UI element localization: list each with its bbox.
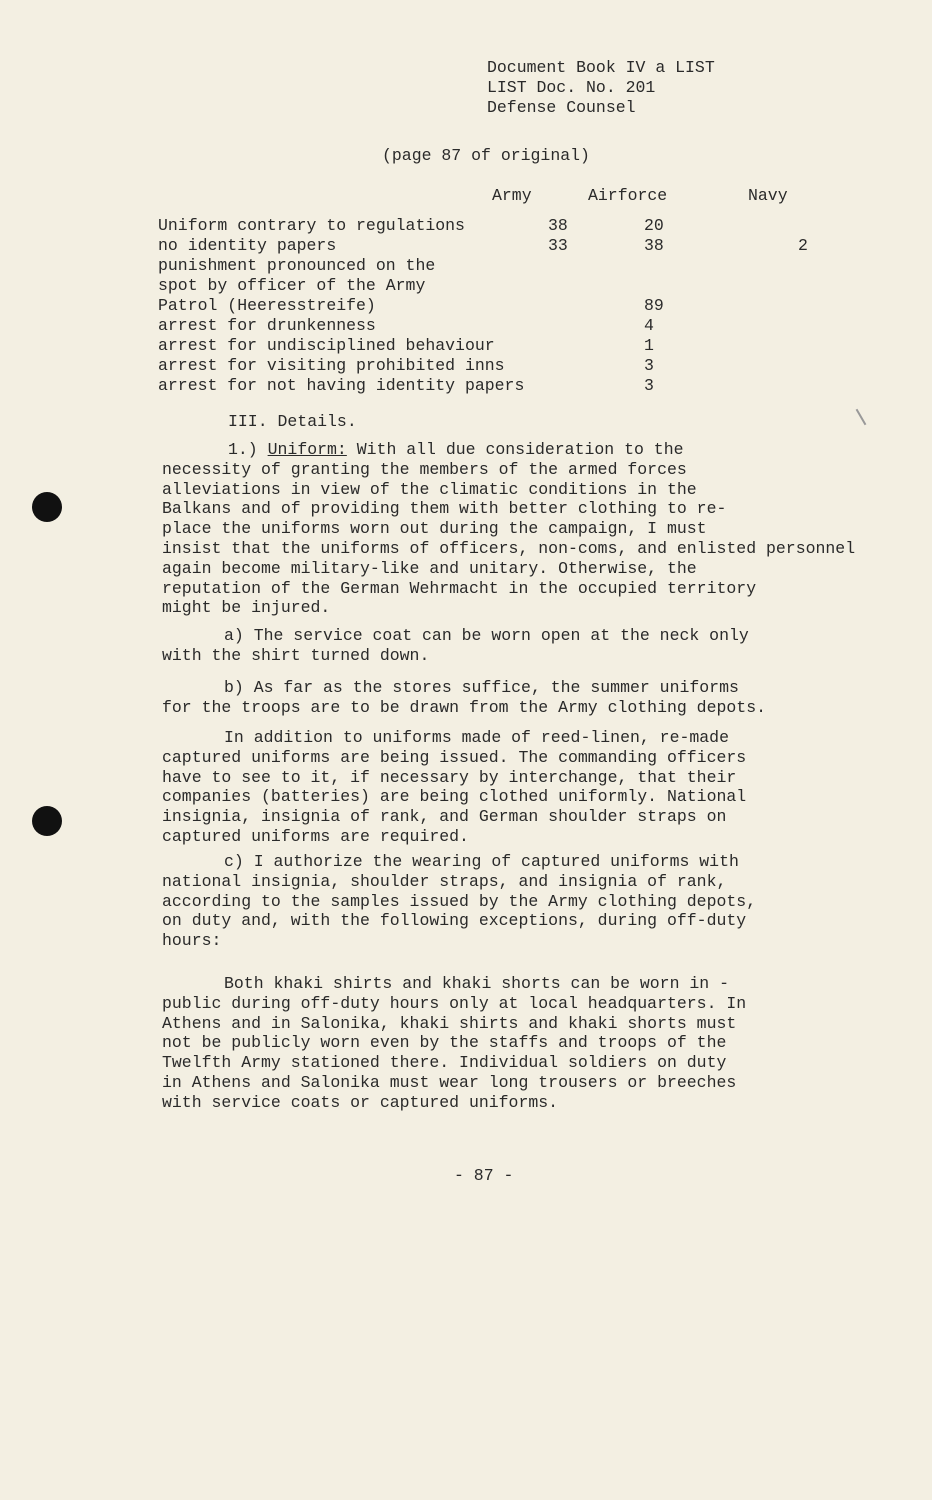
- paragraph-khaki: [162, 974, 884, 1113]
- cell-airforce: 4: [644, 316, 654, 335]
- text-line: insignia, insignia of rank, and German shoulder straps on: [162, 807, 727, 827]
- text-line: with service coats or captured uniforms.: [162, 1092, 559, 1112]
- stray-mark: [856, 409, 867, 426]
- header-line: Defense Counsel: [487, 98, 636, 117]
- cell-navy: 2: [798, 236, 808, 255]
- text-line: not be publicly worn even by the staffs and troops of the: [162, 1033, 727, 1053]
- paragraph-number: 1.): [228, 440, 258, 459]
- paragraph-b: [162, 678, 884, 718]
- text-line: captured uniforms are being issued. The commanding officers: [162, 747, 747, 767]
- cell-airforce: 38: [644, 236, 664, 255]
- punch-hole: [32, 806, 62, 836]
- text-line: hours:: [162, 931, 222, 951]
- cell-airforce: 3: [644, 376, 654, 395]
- row-label: arrest for undisciplined behaviour: [158, 336, 495, 355]
- text-line: alleviations in view of the climatic conditions in the: [162, 479, 697, 499]
- header-line: Document Book IV a LIST: [487, 58, 715, 77]
- row-label: spot by officer of the Army: [158, 276, 426, 295]
- text-line: With all due consideration to the: [356, 440, 684, 459]
- row-label: punishment pronounced on the: [158, 256, 436, 275]
- column-header-navy: Navy: [748, 186, 788, 205]
- text-line: insist that the uniforms of officers, non-coms, and enlisted personnel: [162, 538, 856, 558]
- text-line: Both khaki shirts and khaki shorts can be worn in -: [224, 974, 729, 993]
- paragraph-heading: Uniform:: [267, 440, 347, 459]
- paragraph-b-continued: [162, 728, 884, 847]
- section-title: III. Details.: [228, 412, 357, 431]
- text-line: Twelfth Army stationed there. Individual soldiers on duty: [162, 1053, 727, 1073]
- text-line: on duty and, with the following exceptions, during off-duty: [162, 911, 747, 931]
- paragraph-uniform: [162, 440, 884, 618]
- cell-airforce: 89: [644, 296, 664, 315]
- paragraph-a: [162, 626, 884, 666]
- cell-airforce: 1: [644, 336, 654, 355]
- text-line: with the shirt turned down.: [162, 645, 430, 665]
- column-header-airforce: Airforce: [588, 186, 668, 205]
- row-label: no identity papers: [158, 236, 337, 255]
- cell-airforce: 3: [644, 356, 654, 375]
- text-line: might be injured.: [162, 598, 331, 618]
- column-header-army: Army: [492, 186, 532, 205]
- text-line: Athens and in Salonika, khaki shirts and khaki shorts must: [162, 1013, 737, 1033]
- text-line: c) I authorize the wearing of captured uniforms with: [224, 852, 739, 871]
- text-line: for the troops are to be drawn from the Army clothing depots.: [162, 697, 766, 717]
- page-number: - 87 -: [454, 1166, 514, 1185]
- text-line: a) The service coat can be worn open at the neck only: [224, 626, 749, 645]
- cell-airforce: 20: [644, 216, 664, 235]
- punch-hole: [32, 492, 62, 522]
- text-line: b) As far as the stores suffice, the summer uniforms: [224, 678, 739, 697]
- text-line: national insignia, shoulder straps, and insignia of rank,: [162, 871, 727, 891]
- row-label: arrest for not having identity papers: [158, 376, 525, 395]
- row-label: Patrol (Heeresstreife): [158, 296, 376, 315]
- text-line: Balkans and of providing them with better clothing to re-: [162, 499, 727, 519]
- cell-army: 33: [548, 236, 568, 255]
- row-label: Uniform contrary to regulations: [158, 216, 465, 235]
- text-line: reputation of the German Wehrmacht in the occupied territory: [162, 578, 757, 598]
- text-line: necessity of granting the members of the armed forces: [162, 459, 687, 479]
- original-page-reference: (page 87 of original): [382, 146, 590, 165]
- text-line: again become military-like and unitary. Otherwise, the: [162, 558, 697, 578]
- text-line: In addition to uniforms made of reed-linen, re-made: [224, 728, 729, 747]
- document-header: [487, 58, 715, 118]
- text-line: public during off-duty hours only at local headquarters. In: [162, 993, 747, 1013]
- text-line: captured uniforms are required.: [162, 826, 469, 846]
- text-line: have to see to it, if necessary by interchange, that their: [162, 767, 737, 787]
- text-line: according to the samples issued by the Army clothing depots,: [162, 891, 757, 911]
- header-line: LIST Doc. No. 201: [487, 78, 656, 97]
- cell-army: 38: [548, 216, 568, 235]
- paragraph-c: [162, 852, 884, 951]
- text-line: place the uniforms worn out during the campaign, I must: [162, 519, 707, 539]
- text-line: in Athens and Salonika must wear long trousers or breeches: [162, 1072, 737, 1092]
- row-label: arrest for visiting prohibited inns: [158, 356, 505, 375]
- text-line: companies (batteries) are being clothed uniformly. National: [162, 787, 747, 807]
- row-label: arrest for drunkenness: [158, 316, 376, 335]
